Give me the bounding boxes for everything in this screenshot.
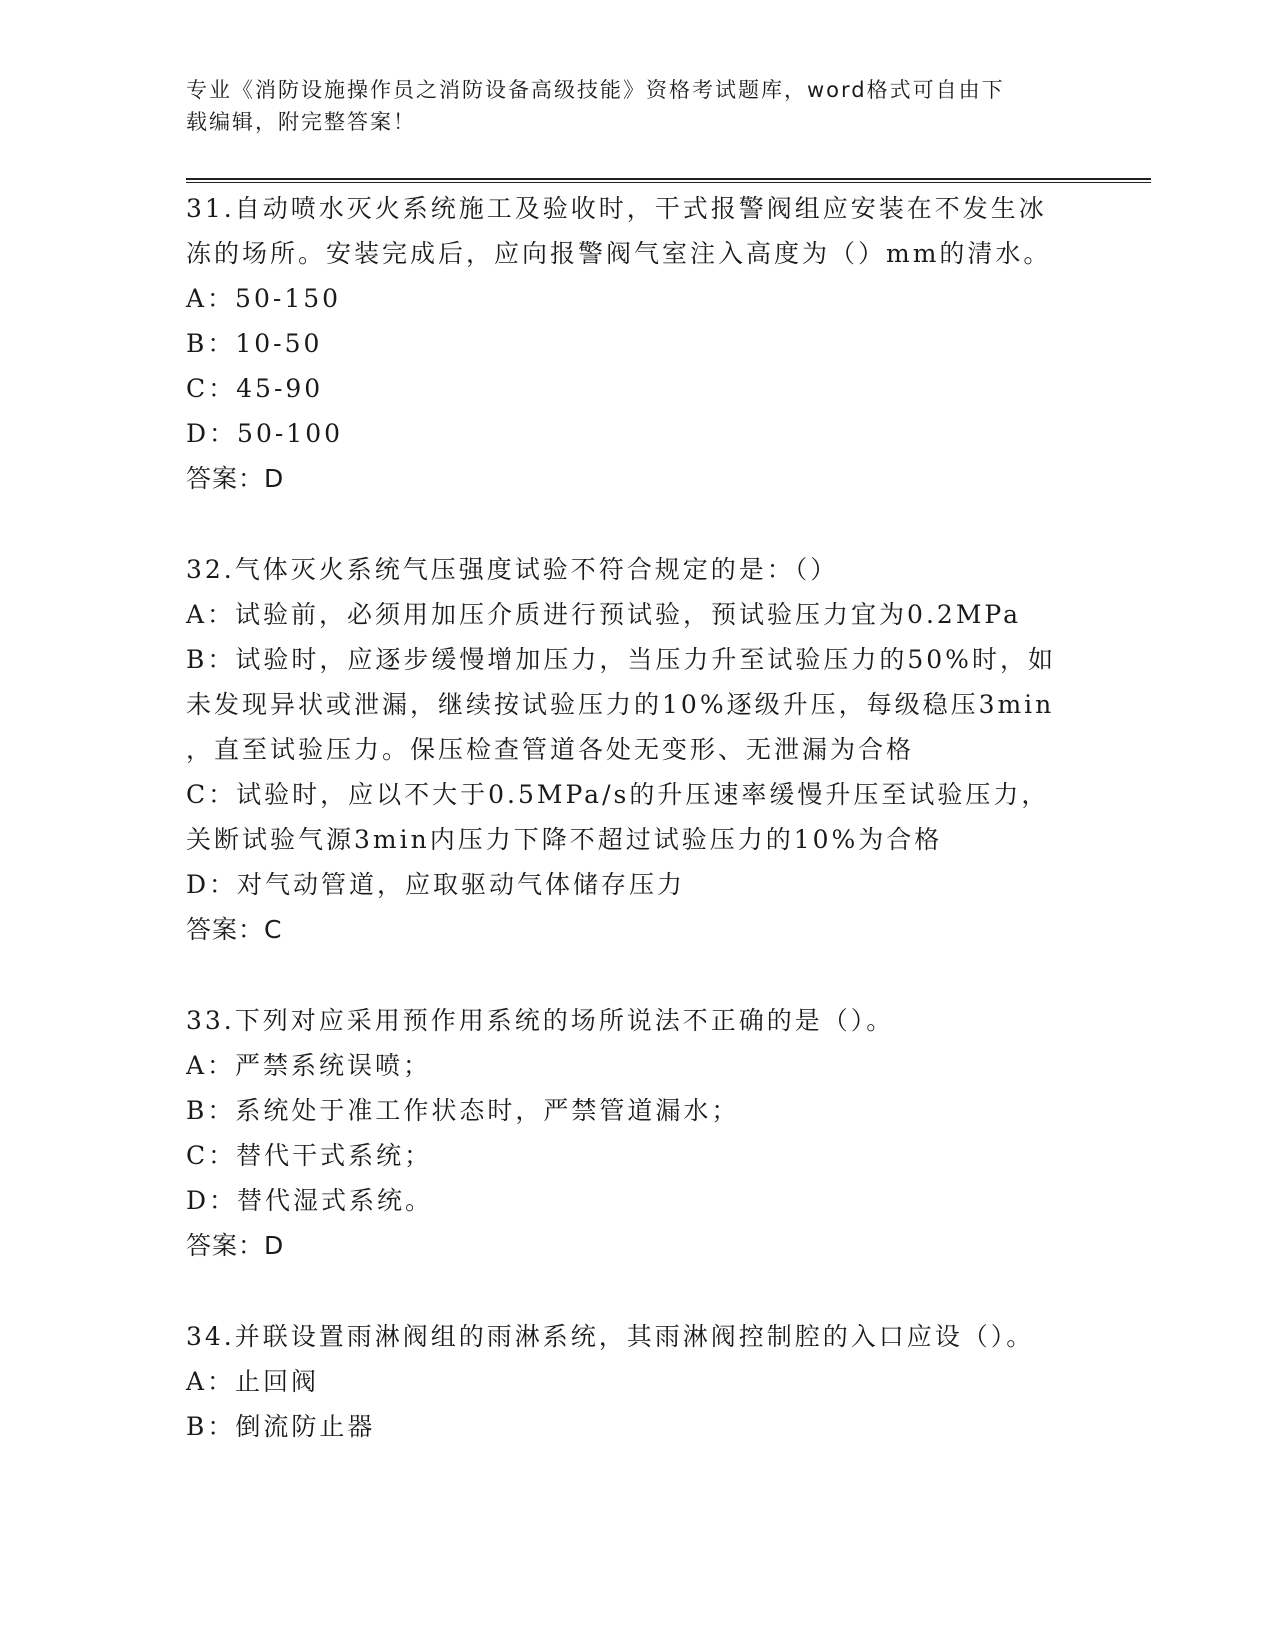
header-line-2: 载编辑，附完整答案！ <box>186 110 416 134</box>
question-33-answer: 答案：D <box>186 1231 285 1260</box>
question-34 <box>186 1314 1071 1449</box>
question-32-option-c-line-1: C：试验时，应以不大于0.5MPa/s的升压速率缓慢升压至试验压力， <box>186 780 1050 809</box>
question-33-option-a: A：严禁系统误喷； <box>186 1051 432 1080</box>
header-divider-thick <box>186 178 1151 180</box>
question-31-option-a: A：50-150 <box>186 284 342 313</box>
question-31-option-d: D：50-100 <box>186 419 344 448</box>
question-32-option-b-line-1: B：试验时，应逐步缓慢增加压力，当压力升至试验压力的50%时，如 <box>186 645 1056 674</box>
question-31-option-b: B：10-50 <box>186 329 323 358</box>
question-33-option-c: C：替代干式系统； <box>186 1141 433 1170</box>
question-31-stem-line-2: 冻的场所。安装完成后，应向报警阀气室注入高度为（）mm的清水。 <box>186 239 1052 268</box>
question-32-option-d: D：对气动管道，应取驱动气体储存压力 <box>186 870 686 899</box>
question-31-option-c: C：45-90 <box>186 374 324 403</box>
question-32-option-b-line-2: 未发现异状或泄漏，继续按试验压力的10%逐级升压，每级稳压3min <box>186 690 1055 719</box>
question-33-option-b: B：系统处于准工作状态时，严禁管道漏水； <box>186 1096 740 1125</box>
header-divider-thin <box>186 182 1151 183</box>
question-31-answer: 答案：D <box>186 464 285 493</box>
header-line-1: 专业《消防设施操作员之消防设备高级技能》资格考试题库，word格式可自由下 <box>186 78 1005 102</box>
question-32-option-c-line-2: 关断试验气源3min内压力下降不超过试验压力的10%为合格 <box>186 825 943 854</box>
question-32 <box>186 547 1071 952</box>
question-31-stem-line-1: 31.自动喷水灭火系统施工及验收时，干式报警阀组应安装在不发生冰 <box>186 194 1047 223</box>
question-32-stem: 32.气体灭火系统气压强度试验不符合规定的是：（） <box>186 555 839 584</box>
question-34-option-a: A：止回阀 <box>186 1367 320 1396</box>
question-31 <box>186 186 1071 501</box>
question-33-stem: 33.下列对应采用预作用系统的场所说法不正确的是（）。 <box>186 1006 895 1035</box>
page-header <box>186 74 1066 138</box>
question-33-option-d: D：替代湿式系统。 <box>186 1186 434 1215</box>
question-34-option-b: B：倒流防止器 <box>186 1412 376 1441</box>
question-34-stem: 34.并联设置雨淋阀组的雨淋系统，其雨淋阀控制腔的入口应设（）。 <box>186 1322 1035 1351</box>
question-33 <box>186 998 1071 1268</box>
question-32-option-b-line-3: ，直至试验压力。保压检查管道各处无变形、无泄漏为合格 <box>186 735 915 764</box>
question-32-option-a: A：试验前，必须用加压介质进行预试验，预试验压力宜为0.2MPa <box>186 600 1022 629</box>
question-32-answer: 答案：C <box>186 915 283 944</box>
question-list <box>186 186 1071 1495</box>
